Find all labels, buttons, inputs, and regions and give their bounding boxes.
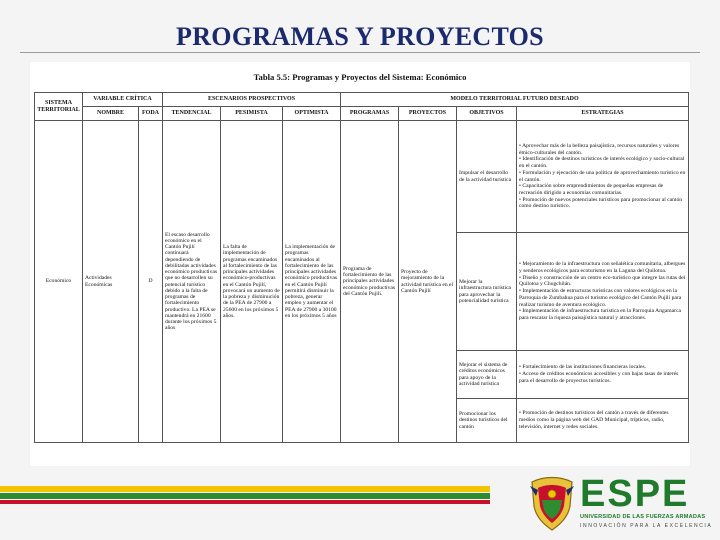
cell-foda: D <box>139 121 163 443</box>
cell-estrategias: • Aprovechar más de la belleza paisajística, recursos naturales y valores étnico-culturales del cantón. • Identificación de destinos turísticos de interés ecológico y socio-cultural en el cantón. • Formulación y ejecución de una política de aprovechamiento turístico en el cantón. • Capacitación sobre emprendimientos de pequeñas empresas de recreación dirigido a economías comunitarias. • Promoción de nuevos potenciales turísticos para promocionar al cantón como destino turístico. <box>517 121 689 233</box>
university-name: UNIVERSIDAD DE LAS FUERZAS ARMADAS <box>580 514 706 520</box>
column-header-objetivos: OBJETIVOS <box>457 107 517 121</box>
document-page <box>30 62 690 466</box>
espe-crest-icon <box>528 476 576 532</box>
cell-sistema: Económico <box>35 121 83 443</box>
footer-stripe-yellow <box>0 486 490 492</box>
column-header-proyectos: PROYECTOS <box>399 107 457 121</box>
column-header-optimista: OPTIMISTA <box>283 107 341 121</box>
cell-tendencial: El escaso desarrollo económico en el Cantón Pujilí continuará dependiendo de debilitadas actividades económico productivas que no desarrollen su potencial turístico debido a la falta de programas de fortalecimiento productivo. La PEA se mantendrá en 21600 durante los próximos 5 años <box>163 121 221 443</box>
slide-title: PROGRAMAS Y PROYECTOS <box>176 22 544 51</box>
column-header-pesimista: PESIMISTA <box>221 107 283 121</box>
cell-estrategias: • Fortalecimiento de las instituciones financieras locales. • Acceso de créditos económicos accesibles y con bajas tasas de interés para el desarrollo de proyectos turísticos. <box>517 351 689 399</box>
university-motto: INNOVACIÓN PARA LA EXCELENCIA <box>580 523 713 529</box>
table-caption: Tabla 5.5: Programas y Proyectos del Sistema: Económico <box>253 72 467 82</box>
cell-proyecto: Proyecto de mejoramiento de la actividad turística en el Cantón Pujilí <box>399 121 457 443</box>
cell-estrategias: • Mejoramiento de la infraestructura con señalética comunitaria, albergues y senderos ecológicos para ecoturismo en la Laguna del Quilotoa. • Diseño y construcción de un centro eco-turístico que integre las rutas del Quilotoa y Chugchilán. • Implementación de estructuras turísticas con valores ecológicos en la Parroquia de Zumbahua para el turismo ecológico del Cantón Pujilí para realizar turismo de aventura ecológico. • Implementación de infraestructura turística en la Parroquia Angamarca para rescatar la riqueza paisajística natural y atracciones. <box>517 233 689 351</box>
title-divider <box>20 52 700 53</box>
cell-nombre: Actividades Económicas <box>83 121 139 443</box>
cell-objetivo: Impulsar el desarrollo de la actividad turística <box>457 121 517 233</box>
cell-estrategias: • Promoción de destinos turísticos del cantón a través de diferentes medios como la página web del GAD Municipal, trípticos, radio, televisión, internet y redes sociales. <box>517 399 689 443</box>
footer-stripe-red <box>0 500 490 504</box>
column-header-tendencial: TENDENCIAL <box>163 107 221 121</box>
cell-objetivo: Mejorar el sistema de créditos económicos para apoyo de la actividad turística <box>457 351 517 399</box>
column-header-foda: FODA <box>139 107 163 121</box>
column-header-estrategias: ESTRATEGIAS <box>517 107 689 121</box>
column-header-programas: PROGRAMAS <box>341 107 399 121</box>
header-escenarios-prospectivos: ESCENARIOS PROSPECTIVOS <box>163 93 341 107</box>
header-variable-critica: VARIABLE CRÍTICA <box>83 93 163 107</box>
header-sistema-territorial: SISTEMA TERRITORIAL <box>35 93 83 121</box>
footer-stripe-green <box>0 493 490 499</box>
cell-pesimista: La falta de implementación de programas encaminados al fortalecimiento de las principales actividades económico-productivas en el Cantón Pujilí, provocará un aumento de la pobreza y disminución de la PEA de 27900 a 25600 en los próximos 5 años. <box>221 121 283 443</box>
cell-programa: Programa de fortalecimiento de las principales actividades económico productivas del Cantón Pujilí. <box>341 121 399 443</box>
column-header-nombre: NOMBRE <box>83 107 139 121</box>
cell-objetivo: Promocionar los destinos turísticos del cantón <box>457 399 517 443</box>
cell-objetivo: Mejorar la infraestructura turística para aprovechar la potencialidad turística <box>457 233 517 351</box>
header-modelo-territorial: MODELO TERRITORIAL FUTURO DESEADO <box>341 93 689 107</box>
brand-wordmark: ESPE <box>580 473 690 515</box>
programs-table <box>34 92 689 443</box>
cell-optimista: La implementación de programas encaminados al fortalecimiento de las principales actividades económico productivas en el Cantón Pujilí permitirá disminuir la pobreza, generar empleo y aumentar el PEA de 27900 a 30100 en los próximos 5 años <box>283 121 341 443</box>
